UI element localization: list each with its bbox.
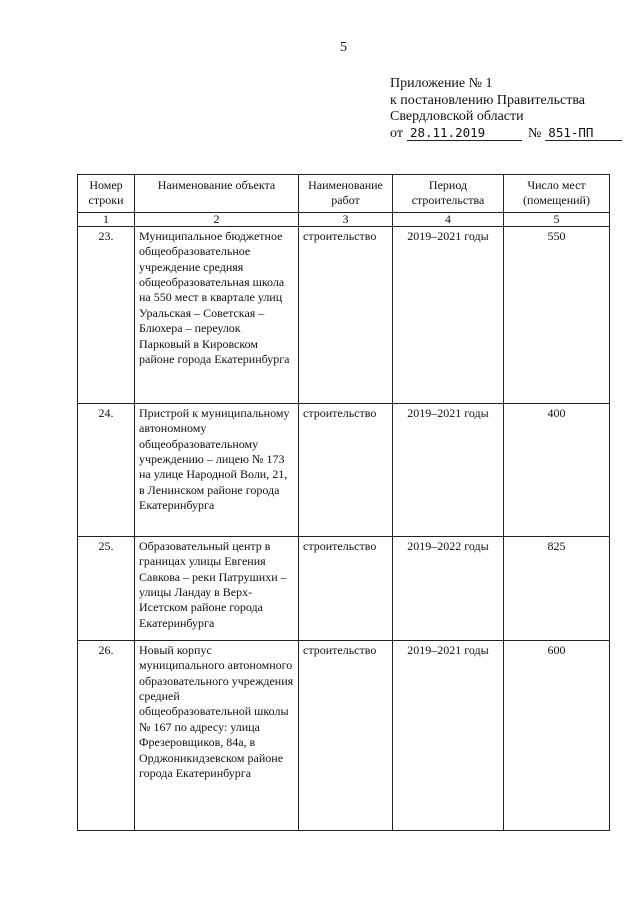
object-name: Новый корпус муниципального автономного образовательного учреждения средней общеобразовательной школы № 167 по адресу: улица Фрезеровщиков, 84а, в Орджоникидзевском районе города Екатеринбурга [135,640,299,830]
appendix-decree-line: к постановлению Правительства [390,92,586,108]
seats-count: 400 [504,403,610,536]
objects-table [77,174,610,831]
column-number: 4 [393,212,504,226]
table-row [78,536,610,640]
seats-count: 550 [504,226,610,403]
work-type: строительство [299,640,393,830]
appendix-title: Приложение № 1 [390,76,493,91]
page-number: 5 [340,40,347,55]
table-header-row [78,175,610,213]
row-number: 26. [78,640,135,830]
decree-date: 28.11.2019 [407,126,522,141]
construction-period: 2019–2022 годы [393,536,504,640]
object-name: Пристрой к муниципальному автономному общеобразовательному учреждению – лицею № 173 на улице Народной Воли, 21, в Ленинском районе города Екатеринбурга [135,403,299,536]
appendix-block [390,76,622,142]
header-work-type: Наименование работ [299,175,393,213]
work-type: строительство [299,226,393,403]
number-label: № [527,125,542,141]
seats-count: 825 [504,536,610,640]
construction-period: 2019–2021 годы [393,403,504,536]
row-number: 23. [78,226,135,403]
appendix-region-line: Свердловской области [390,109,524,124]
construction-period: 2019–2021 годы [393,226,504,403]
column-numbers-row [78,212,610,226]
header-row-number: Номер строки [78,175,135,213]
table-row [78,226,610,403]
appendix-date-number-row [390,126,622,143]
seats-count: 600 [504,640,610,830]
column-number: 3 [299,212,393,226]
object-name: Образовательный центр в границах улицы Евгения Савкова – реки Патрушихи – улицы Ландау в Верх-Исетском районе города Екатеринбурга [135,536,299,640]
row-number: 24. [78,403,135,536]
column-number: 2 [135,212,299,226]
table-row [78,640,610,830]
column-number: 5 [504,212,610,226]
row-number: 25. [78,536,135,640]
table-row [78,403,610,536]
date-prefix: от [390,125,403,141]
header-seats: Число мест (помещений) [504,175,610,213]
work-type: строительство [299,403,393,536]
work-type: строительство [299,536,393,640]
column-number: 1 [78,212,135,226]
object-name: Муниципальное бюджетное общеобразовательное учреждение средняя общеобразовательная школа на 550 мест в квартале улиц Уральская – Советская – Блюхера – переулок Парковый в Кировском районе города Екатеринбурга [135,226,299,403]
construction-period: 2019–2021 годы [393,640,504,830]
decree-number: 851-ПП [545,126,622,141]
header-object-name: Наименование объекта [135,175,299,213]
header-period: Период строительства [393,175,504,213]
